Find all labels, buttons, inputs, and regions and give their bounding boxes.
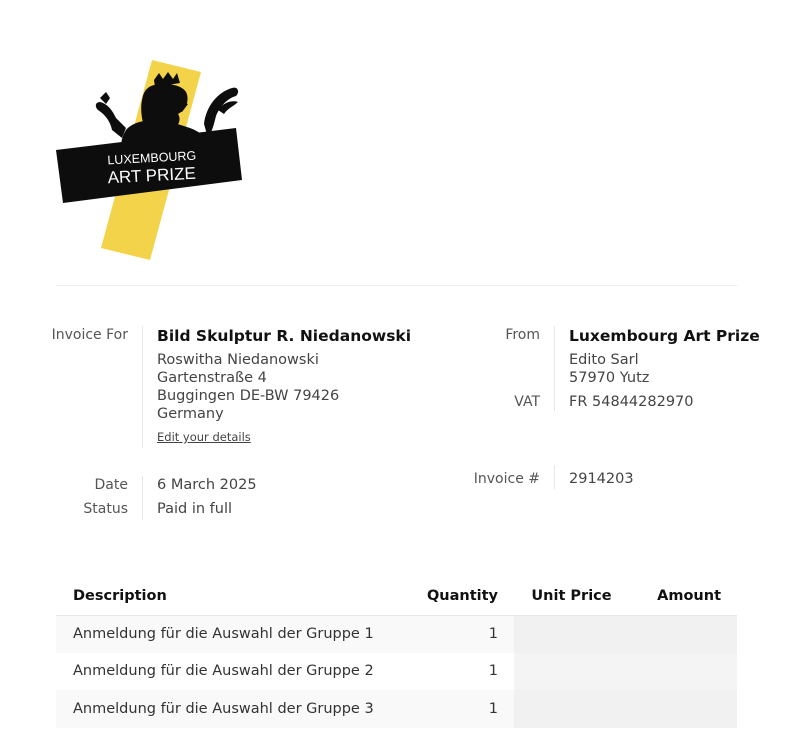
logo-text-line1: LUXEMBOURG (107, 148, 197, 168)
customer-address-line-4: Germany (157, 406, 224, 422)
status-label: Status (83, 501, 128, 517)
invoice-number-divider (554, 465, 555, 489)
header-divider (56, 285, 737, 286)
unit-price-header: Unit Price (514, 578, 629, 615)
row-amount-redacted (629, 615, 737, 653)
quantity-header: Quantity (406, 578, 514, 615)
table-row (56, 653, 737, 691)
seller-name: Luxembourg Art Prize (569, 327, 760, 345)
row-description: Anmeldung für die Auswahl der Gruppe 1 (56, 615, 406, 653)
customer-address-line-2: Gartenstraße 4 (157, 370, 267, 386)
from-divider (554, 326, 555, 411)
table-row (56, 615, 737, 653)
customer-name: Bild Skulptur R. Niedanowski (157, 327, 412, 345)
seller-address-line-2: 57970 Yutz (569, 370, 650, 386)
edit-details-link[interactable]: Edit your details (157, 430, 251, 444)
row-quantity: 1 (406, 690, 514, 728)
logo-text-line2: ART PRIZE (107, 163, 197, 188)
row-description: Anmeldung für die Auswahl der Gruppe 3 (56, 690, 406, 728)
date-label: Date (94, 477, 128, 493)
invoice-number-label: Invoice # (473, 471, 540, 487)
amount-header: Amount (629, 578, 737, 615)
vat-number: FR 54844282970 (569, 394, 694, 410)
row-quantity: 1 (488, 663, 498, 680)
table-header-row (56, 578, 737, 615)
invoice-for-label: Invoice For (51, 327, 128, 343)
customer-address-line-3: Buggingen DE-BW 79426 (157, 388, 340, 404)
luxembourg-art-prize-logo (56, 58, 246, 263)
payment-status: Paid in full (157, 501, 232, 517)
invoice-date: 6 March 2025 (157, 477, 257, 493)
vat-label: VAT (514, 394, 540, 410)
date-divider (142, 476, 143, 520)
description-header: Description (56, 578, 406, 615)
row-amount-redacted (629, 690, 737, 728)
invoice-number: 2914203 (569, 471, 634, 487)
invoice-for-divider (142, 326, 143, 448)
from-label: From (505, 327, 540, 343)
row-quantity: 1 (406, 615, 514, 653)
row-amount-redacted (629, 653, 737, 691)
row-unit-price-redacted (514, 653, 629, 691)
row-description: Anmeldung für die Auswahl der Gruppe 2 (73, 663, 374, 680)
table-row (56, 690, 737, 728)
row-unit-price-redacted (514, 615, 629, 653)
line-items-table (56, 578, 737, 728)
row-unit-price-redacted (514, 690, 629, 728)
customer-address-line-1: Roswitha Niedanowski (157, 352, 319, 368)
seller-address-line-1: Edito Sarl (569, 352, 639, 368)
